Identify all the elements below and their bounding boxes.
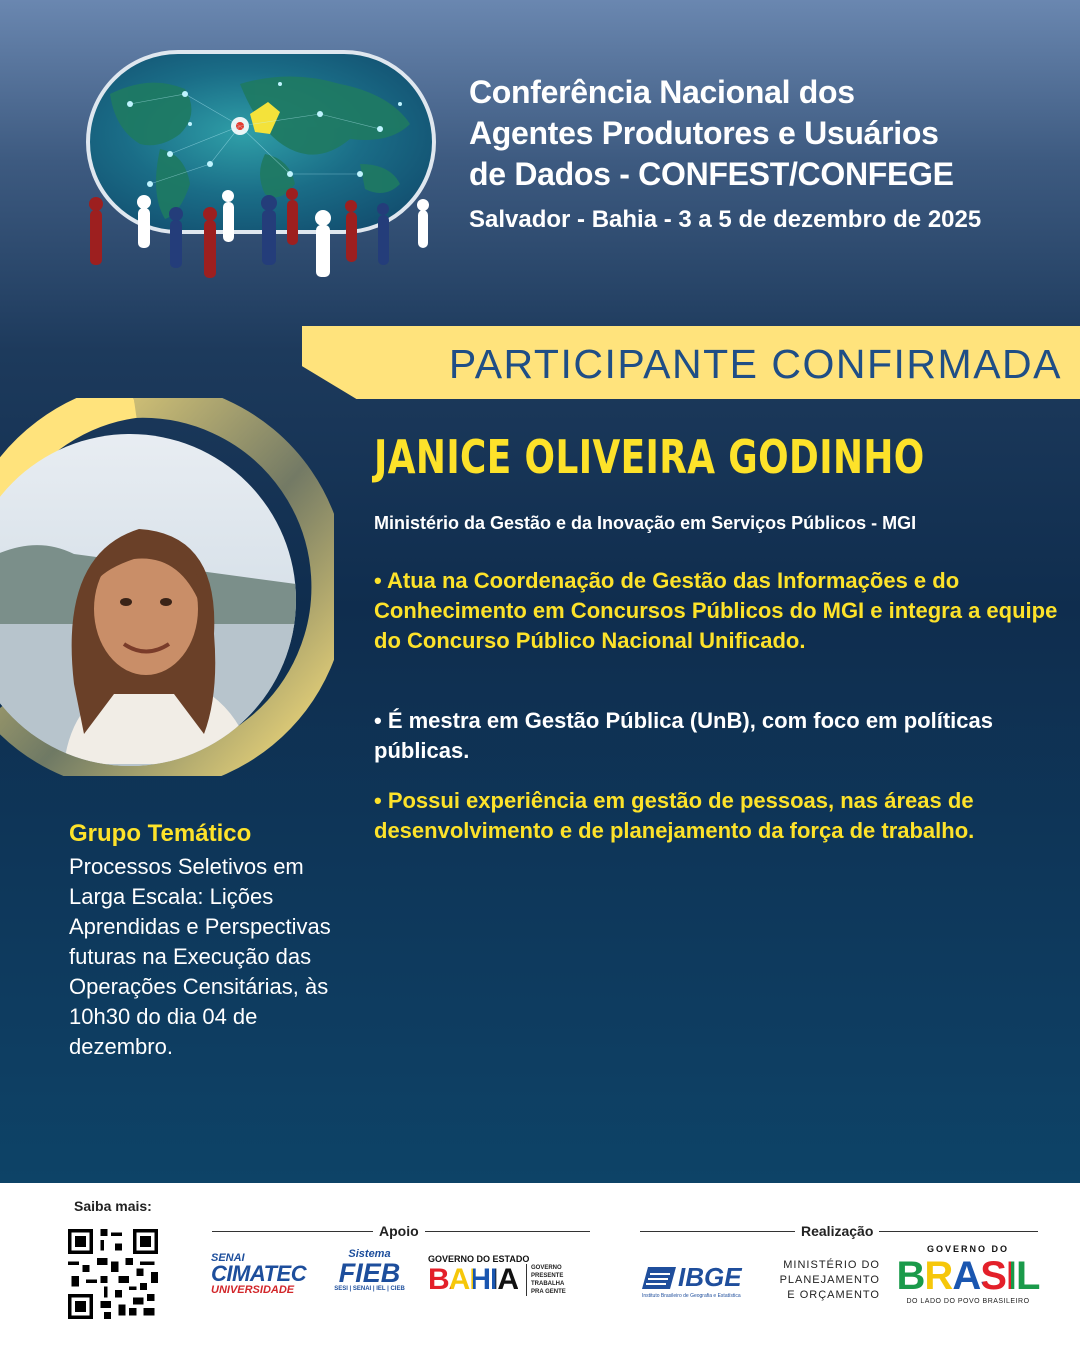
ibge-logo[interactable] xyxy=(642,1262,762,1299)
conference-date-location: Salvador - Bahia - 3 a 5 de dezembro de 2025 xyxy=(469,206,982,233)
ministerio-planejamento-logo[interactable] xyxy=(776,1258,880,1303)
brasil-sub-text: DO LADO DO POVO BRASILEIRO xyxy=(906,1298,1030,1305)
conference-title-line: Agentes Produtores e Usuários xyxy=(469,115,939,151)
mpo-text: PLANEJAMENTO xyxy=(779,1274,880,1286)
bahia-side-text: PRA GENTE xyxy=(531,1289,566,1295)
cimatec-logo-text: CIMATEC xyxy=(211,1261,307,1286)
senai-cimatec-logo[interactable] xyxy=(211,1252,311,1296)
confirmed-banner-label: PARTICIPANTE CONFIRMADA xyxy=(448,341,1062,387)
people-silhouettes-icon xyxy=(80,180,450,285)
fieb-sistema-text: Sistema xyxy=(348,1248,391,1260)
thematic-group-text: Processos Seletivos em Larga Escala: Lições Aprendidas e Perspectivas futuras na Execução das Operações Censitárias, às 10h30 do dia 04 de dezembro. xyxy=(69,854,331,1059)
qr-code-icon[interactable] xyxy=(68,1229,158,1319)
bahia-logo-text: BAHIA xyxy=(428,1263,518,1296)
thematic-group-label: Grupo Temático xyxy=(69,820,252,847)
bahia-side-text: PRESENTE xyxy=(531,1273,564,1279)
brasil-logo-text: BRASIL xyxy=(896,1254,1040,1298)
sistema-fieb-logo[interactable] xyxy=(332,1248,407,1292)
ibge-symbol-icon xyxy=(642,1267,676,1289)
conference-title xyxy=(469,72,1069,195)
conference-title-line: de Dados - CONFEST/CONFEGE xyxy=(469,156,954,192)
governo-brasil-logo[interactable] xyxy=(896,1244,1040,1305)
bahia-top-text: GOVERNO DO ESTADO xyxy=(428,1254,530,1264)
participant-name: JANICE OLIVEIRA GODINHO xyxy=(374,430,925,484)
bio-bullet: • É mestra em Gestão Pública (UnB), com foco em políticas públicas. xyxy=(374,708,993,763)
conference-title-line: Conferência Nacional dos xyxy=(469,74,855,110)
fieb-sub-text: SESI | SENAI | IEL | CIEB xyxy=(334,1286,405,1292)
bio-bullet: • Possui experiência em gestão de pessoas, nas áreas de desenvolvimento e de planejamento da força de trabalho. xyxy=(374,788,975,843)
governo-bahia-logo[interactable] xyxy=(428,1254,588,1296)
participant-organization: Ministério da Gestão e da Inovação em Serviços Públicos - MGI xyxy=(374,513,917,533)
bahia-side-text: TRABALHA xyxy=(531,1281,565,1287)
mpo-text: E ORÇAMENTO xyxy=(787,1289,880,1301)
bio-bullet: • Atua na Coordenação de Gestão das Informações e do Conhecimento em Concursos Públicos do MGI e integra a equipe do Concurso Público Nacional Unificado. xyxy=(374,568,1058,653)
senai-logo-text: SENAI xyxy=(211,1252,245,1264)
bahia-side-text: GOVERNO xyxy=(531,1265,562,1271)
brasil-top-text: GOVERNO DO xyxy=(926,1244,1009,1254)
mpo-text: MINISTÉRIO DO xyxy=(783,1259,880,1271)
ibge-logo-text: IBGE xyxy=(678,1262,742,1292)
fieb-logo-text: FIEB xyxy=(338,1258,401,1288)
universidade-logo-text: UNIVERSIDADE xyxy=(211,1284,295,1296)
apoio-label: Apoio xyxy=(373,1223,425,1239)
ibge-sub-text: Instituto Brasileiro de Geografia e Estatística xyxy=(642,1293,741,1299)
realizacao-label: Realização xyxy=(795,1223,879,1239)
saiba-mais-label: Saiba mais: xyxy=(74,1198,152,1214)
